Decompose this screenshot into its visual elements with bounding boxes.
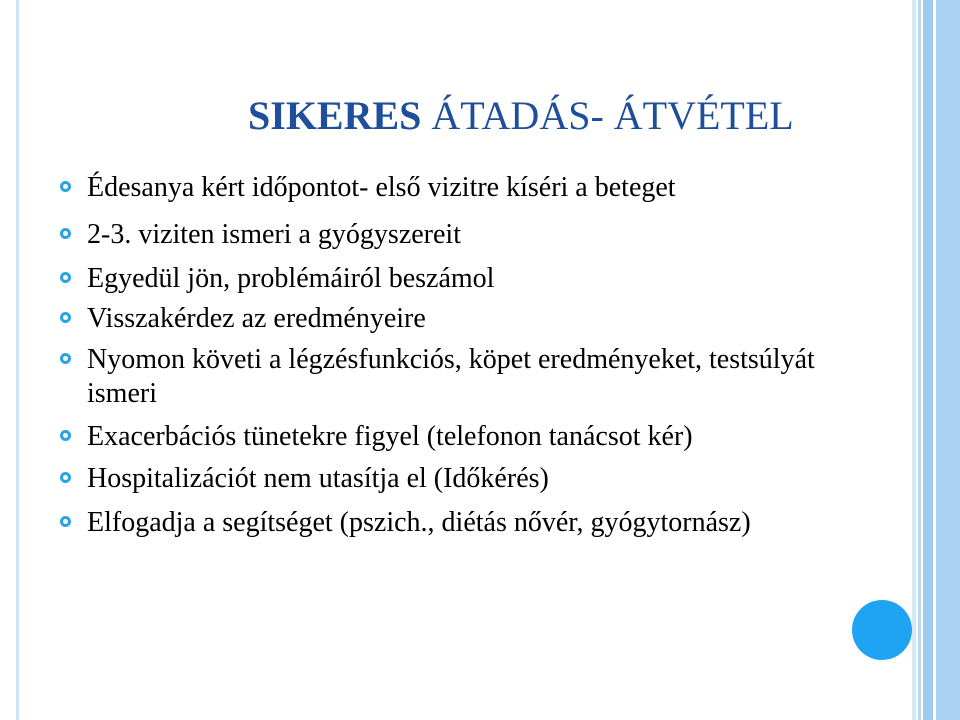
list-item-text: Elfogadja a segítséget (pszich., diétás nővér, gyógytornász) <box>87 507 751 538</box>
list-item <box>60 343 850 411</box>
bullet-icon <box>60 516 71 527</box>
decorative-circle <box>852 600 912 660</box>
list-item-text: Édesanya kért időpontot- első vizitre kíséri a beteget <box>87 172 676 203</box>
slide-title <box>248 93 794 138</box>
right-stripe <box>912 0 916 720</box>
right-stripe <box>936 0 960 720</box>
list-item-text: 2-3. viziten ismeri a gyógyszereit <box>87 219 461 250</box>
title-rest: ÁTADÁS- ÁTVÉTEL <box>421 93 794 138</box>
list-item <box>60 506 850 540</box>
bullet-icon <box>60 472 71 483</box>
list-item <box>60 171 850 205</box>
list-item-text: Egyedül jön, problémáiról beszámol <box>87 263 495 294</box>
right-stripe <box>918 0 921 720</box>
title-bold: SIKERES <box>248 93 422 138</box>
left-border-line <box>16 0 19 720</box>
list-item <box>60 420 850 454</box>
list-item <box>60 262 850 296</box>
bullet-icon <box>60 353 71 364</box>
right-stripe <box>923 0 933 720</box>
list-item <box>60 462 850 496</box>
list-item <box>60 302 850 336</box>
list-item-text: Hospitalizációt nem utasítja el (Időkérés) <box>87 463 549 494</box>
list-item-text: Exacerbációs tünetekre figyel (telefonon tanácsot kér) <box>87 421 693 452</box>
bullet-icon <box>60 272 71 283</box>
list-item <box>60 218 850 252</box>
bullet-icon <box>60 228 71 239</box>
bullet-icon <box>60 312 71 323</box>
list-item-text: Visszakérdez az eredményeire <box>87 303 426 334</box>
list-item-text: Nyomon követi a légzésfunkciós, köpet eredményeket, testsúlyát ismeri <box>87 344 815 409</box>
bullet-icon <box>60 430 71 441</box>
bullet-icon <box>60 181 71 192</box>
